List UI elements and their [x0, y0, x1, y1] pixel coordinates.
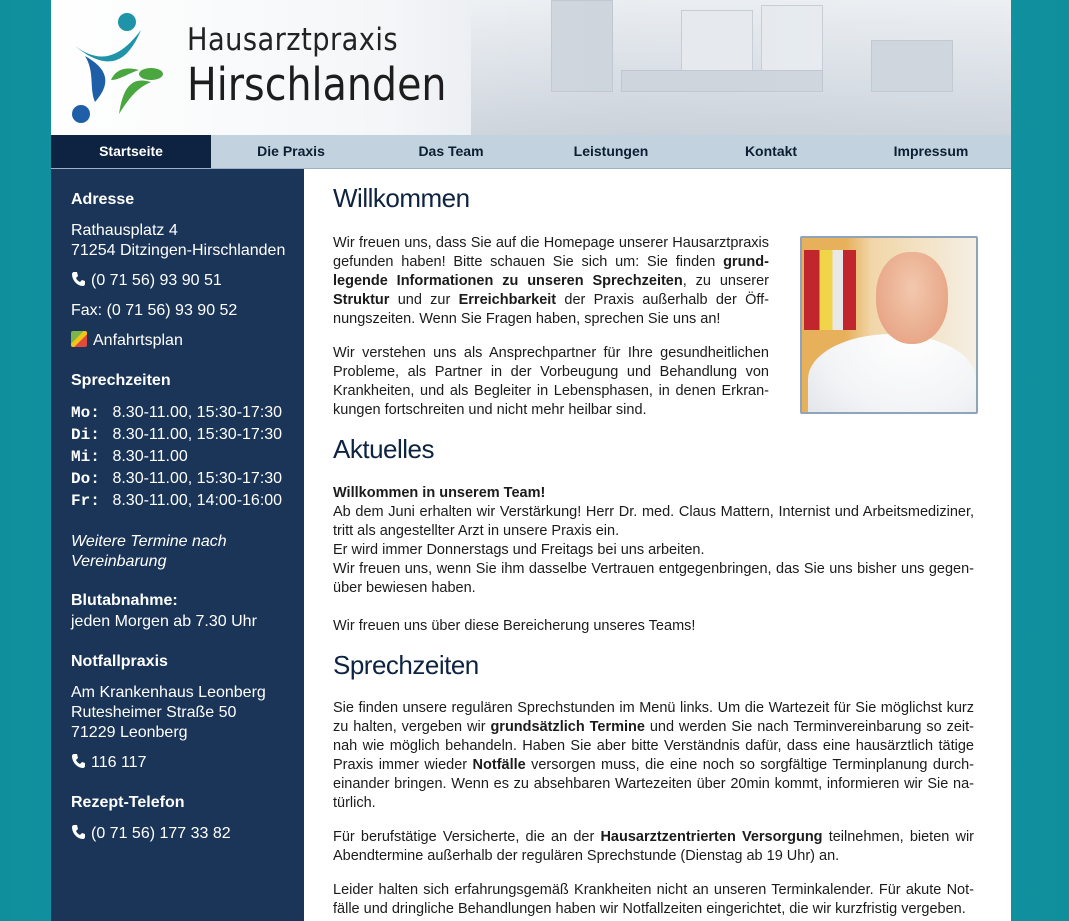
prescription-phone[interactable]: (0 71 56) 177 33 82 — [91, 825, 231, 842]
emergency-heading: Notfallpraxis — [71, 653, 168, 670]
phone-number[interactable]: (0 71 56) 93 90 51 — [91, 272, 222, 289]
news-block: Willkommen in unserem Team! Ab dem Juni erhalten wir Verstärkung! Herr Dr. med. Claus Mattern, Internist und Arbeitsmediziner, tritt als angestellter Arzt in unsere Praxis ein. Er wird immer Donnerstags und Freitags bei uns arbeiten. Wir freuen uns, wenn Sie ihm dasselbe Vertrauen entgegenbringen, das Sie uns bisher uns gegenüber bewiesen haben. Wir freuen uns über diese Bereicherung unseres Teams! — [333, 485, 974, 634]
nav-impressum[interactable]: Impressum — [893, 143, 969, 159]
address-heading: Adresse — [71, 191, 135, 208]
hours-paragraph-2: Für berufstätige Versicherte, die an der Hausarztzentrierten Versorgung teilnehmen, bieten wir Abendtermine außerhalb der regulären Sprechstunde (Dienstag ab 19 Uhr) an. — [333, 829, 974, 864]
nav-das-team[interactable]: Das Team — [418, 143, 484, 159]
prescription-heading: Rezept-Telefon — [71, 794, 185, 811]
blood-text: jeden Morgen ab 7.30 Uhr — [71, 613, 257, 630]
emergency-line1: Am Krankenhaus Leonberg — [71, 684, 266, 701]
nav-startseite[interactable]: Startseite — [51, 135, 211, 168]
main-navigation — [51, 135, 1011, 169]
phone-icon — [71, 753, 85, 769]
hours-paragraph-1: Sie finden unsere regulären Sprechstunden im Menü links. Um die Wartezeit für Sie möglichst kurz zu halten, vergeben wir grundsätzlich Termine und werden Sie nach Terminvereinbarung so zeitnah wie möglich behandeln. Haben Sie aber bitte Verständnis dafür, dass eine hausärztlich tätige Praxis immer wieder Notfälle versorgen muss, die eine noch so sorgfältige Terminplanung durcheinander bringen. Wenn es zu absehbaren Wartezeiten über 20min kommt, informieren wir Sie natürlich. — [333, 700, 975, 811]
brand-title: Hirschlanden — [187, 58, 447, 111]
welcome-paragraph-2: Wir verstehen uns als Ansprechpartner für Ihre gesundheitlichen Probleme, als Partner in der Vorbeugung und Behandlung von Krankheiten, und als Begleiter in Lebensphasen, in denen Erkrankungen fortschreiten und nicht mehr heilbar sind. — [333, 345, 769, 418]
phone-icon — [71, 824, 85, 840]
hours-heading: Sprechzeiten — [71, 372, 171, 389]
address-street: Rathausplatz 4 — [71, 222, 178, 239]
hours-main-heading: Sprechzeiten — [333, 650, 479, 680]
nav-kontakt[interactable]: Kontakt — [744, 143, 798, 159]
emergency-phone[interactable]: 116 117 — [91, 754, 147, 771]
hours-row-do: Do: 8.30-11.00, 15:30-17:30 — [71, 470, 283, 488]
sidebar — [51, 169, 304, 921]
phone-icon — [71, 271, 85, 287]
fax-number: Fax: (0 71 56) 93 90 52 — [71, 302, 238, 319]
route-link[interactable]: Anfahrtsplan — [93, 332, 183, 349]
nav-leistungen[interactable]: Leistungen — [573, 143, 649, 159]
welcome-heading: Willkommen — [333, 183, 470, 213]
news-heading: Aktuelles — [333, 434, 434, 464]
blood-heading: Blutabnahme: — [71, 592, 178, 609]
welcome-paragraph-1: Wir freuen uns, dass Sie auf die Homepage unserer Hausarztpraxis gefunden haben! Bitte schauen Sie sich um: Sie finden grundlegende Informationen zu unseren Sprechzeiten, zu unserer Struktur und zur Erreichbarkeit der Praxis außerhalb der Öffnungszeiten. Wenn Sie Fragen haben, sprechen Sie uns an! — [333, 235, 769, 327]
hours-row-di: Di: 8.30-11.00, 15:30-17:30 — [71, 426, 283, 444]
hours-row-mo: Mo: 8.30-11.00, 15:30-17:30 — [71, 404, 283, 422]
news-title: Willkommen in unserem Team! — [333, 485, 546, 501]
phone-line — [71, 271, 222, 291]
hours-paragraph-3: Leider halten sich erfahrungsgemäß Krankheiten nicht an unseren Terminkalender. Für akute Notfälle und dringliche Behandlungen haben wir Notfallzeiten eingerichtet, die wir kurzfristig vergeben. — [333, 882, 974, 917]
prescription-phone-line — [71, 824, 231, 844]
hours-row-mi: Mi: 8.30-11.00 — [71, 448, 188, 466]
site-header — [51, 0, 1011, 135]
map-icon — [71, 331, 87, 347]
hours-row-fr: Fr: 8.30-11.00, 14:00-16:00 — [71, 492, 283, 510]
nav-die-praxis[interactable]: Die Praxis — [257, 143, 325, 159]
emergency-line3: 71229 Leonberg — [71, 724, 188, 741]
page — [51, 0, 1011, 921]
practice-logo-icon[interactable] — [67, 10, 165, 128]
brand-subtitle: Hausarztpraxis — [187, 22, 399, 58]
doctor-portrait — [800, 236, 978, 414]
appointment-note-line1: Weitere Termine nach — [71, 533, 227, 550]
emergency-line2: Rutesheimer Straße 50 — [71, 704, 237, 721]
header-office-photo — [471, 0, 1011, 135]
appointment-note-line2: Vereinbarung — [71, 553, 167, 570]
route-link-row — [71, 331, 183, 351]
emergency-phone-line — [71, 753, 146, 773]
address-city: 71254 Ditzingen-Hirschlanden — [71, 242, 286, 259]
